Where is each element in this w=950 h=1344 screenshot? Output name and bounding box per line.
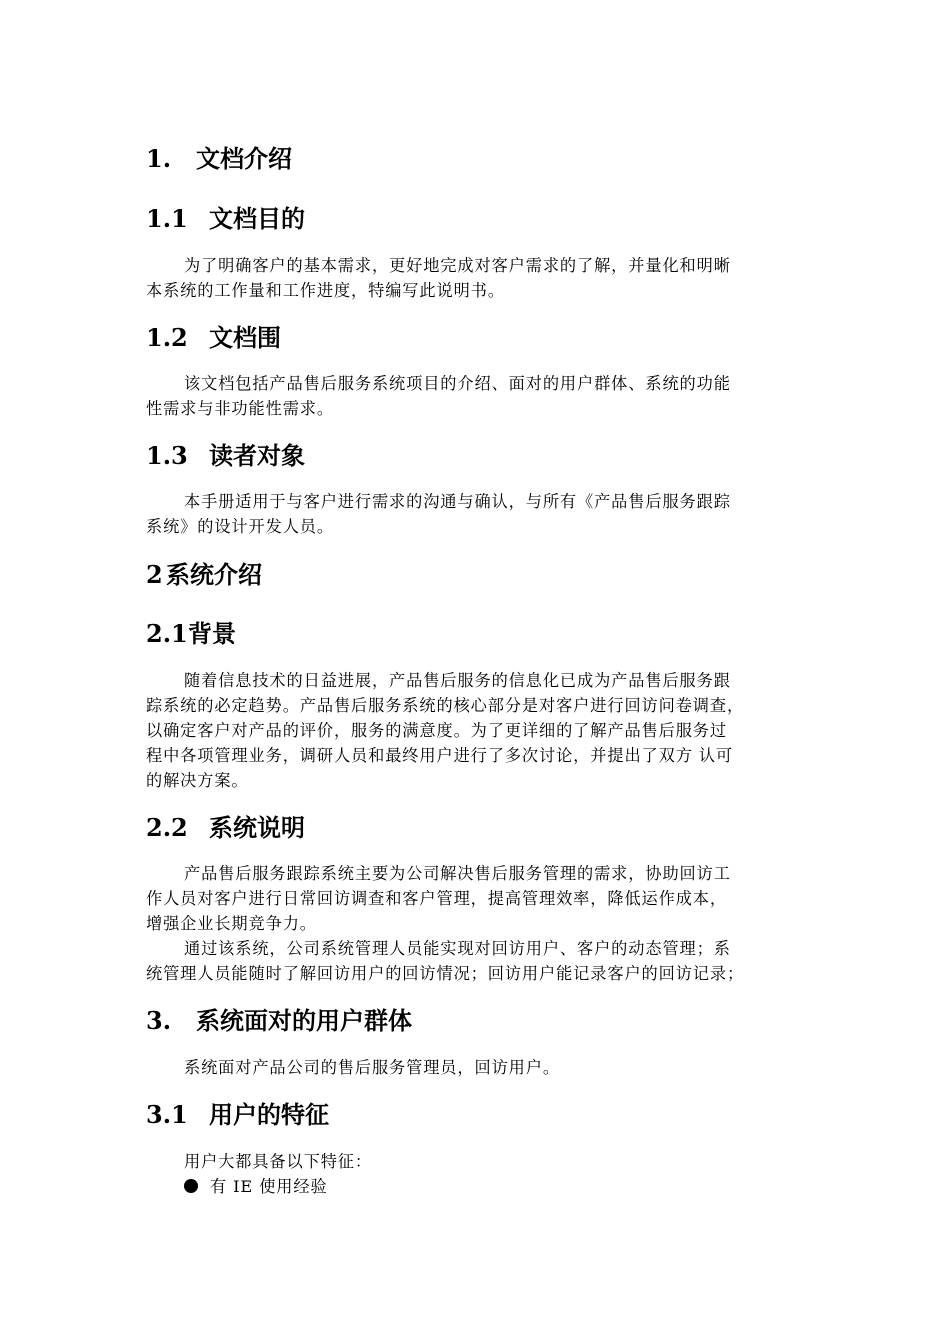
text-line: 本手册适用于与客户进行需求的沟通与确认，与所有《产品售后服务跟踪 <box>184 492 731 511</box>
heading-title: 用户的特征 <box>209 1100 329 1129</box>
heading-2 <box>146 560 262 590</box>
heading-title: 文档围 <box>209 323 281 352</box>
heading-2-1 <box>146 619 236 649</box>
heading-number: 1. <box>146 144 172 173</box>
text-line: 性需求与非功能性需求。 <box>146 399 334 418</box>
paragraph-1-1 <box>146 253 806 303</box>
heading-title: 系统面对的用户群体 <box>196 1006 412 1035</box>
heading-1-2 <box>146 323 281 353</box>
text-line: 随着信息技术的日益进展，产品售后服务的信息化已成为产品售后服务跟 <box>184 671 731 690</box>
heading-title: 系统说明 <box>209 813 305 842</box>
text-line: 本系统的工作量和工作进度，特编写此说明书。 <box>146 281 505 300</box>
text-line: 该文档包括产品售后服务系统项目的介绍、面对的用户群体、系统的功能 <box>184 374 731 393</box>
heading-number: 3. <box>146 1006 172 1035</box>
text-line: 统管理人员能随时了解回访用户的回访情况；回访用户能记录客户的回访记录； <box>146 964 745 983</box>
heading-number: 2 <box>146 560 163 589</box>
text-line: 系统》的设计开发人员。 <box>146 517 334 536</box>
paragraph-1-2 <box>146 371 806 421</box>
bullet-icon <box>184 1179 198 1193</box>
paragraph-3-1 <box>146 1149 806 1174</box>
heading-1-3 <box>146 441 305 471</box>
heading-number: 2.1 <box>146 619 188 648</box>
text-line: 作人员对客户进行日常回访调查和客户管理，提高管理效率，降低运作成本， <box>146 889 727 908</box>
text-line: 以确定客户对产品的评价，服务的满意度。为了更详细的了解产品售后服务过 <box>146 721 727 740</box>
heading-title: 系统介绍 <box>166 560 262 589</box>
text-line: 踪系统的必定趋势。产品售后服务系统的核心部分是对客户进行回访问卷调查， <box>146 696 745 715</box>
heading-title: 背景 <box>188 619 236 648</box>
bullet-item <box>184 1174 328 1199</box>
heading-3 <box>146 1006 412 1036</box>
text-line: 通过该系统，公司系统管理人员能实现对回访用户、客户的动态管理；系 <box>184 939 731 958</box>
heading-number: 1.1 <box>146 204 188 233</box>
heading-title: 读者对象 <box>209 441 305 470</box>
heading-number: 2.2 <box>146 813 188 842</box>
paragraph-3 <box>146 1055 806 1080</box>
paragraph-2-2-a <box>146 861 806 936</box>
heading-3-1 <box>146 1100 329 1130</box>
paragraph-2-2-b <box>146 936 806 986</box>
text-line: 为了明确客户的基本需求，更好地完成对客户需求的了解，并量化和明晰 <box>184 256 731 275</box>
bullet-text: 有 IE 使用经验 <box>210 1177 328 1196</box>
heading-1-1 <box>146 204 305 234</box>
heading-title: 文档介绍 <box>196 144 292 173</box>
heading-2-2 <box>146 813 305 843</box>
text-line: 程中各项管理业务，调研人员和最终用户进行了多次讨论，并提出了双方 认可 <box>146 746 734 765</box>
heading-number: 1.2 <box>146 323 188 352</box>
text-line: 用户大都具备以下特征： <box>184 1152 372 1171</box>
paragraph-1-3 <box>146 489 806 539</box>
paragraph-2-1 <box>146 668 806 793</box>
text-line: 的解决方案。 <box>146 771 249 790</box>
text-line: 增强企业长期竞争力。 <box>146 914 317 933</box>
heading-1 <box>146 144 292 174</box>
text-line: 产品售后服务跟踪系统主要为公司解决售后服务管理的需求，协助回访工 <box>184 864 731 883</box>
heading-number: 3.1 <box>146 1100 188 1129</box>
text-line: 系统面对产品公司的售后服务管理员，回访用户。 <box>184 1058 560 1077</box>
heading-title: 文档目的 <box>209 204 305 233</box>
heading-number: 1.3 <box>146 441 188 470</box>
